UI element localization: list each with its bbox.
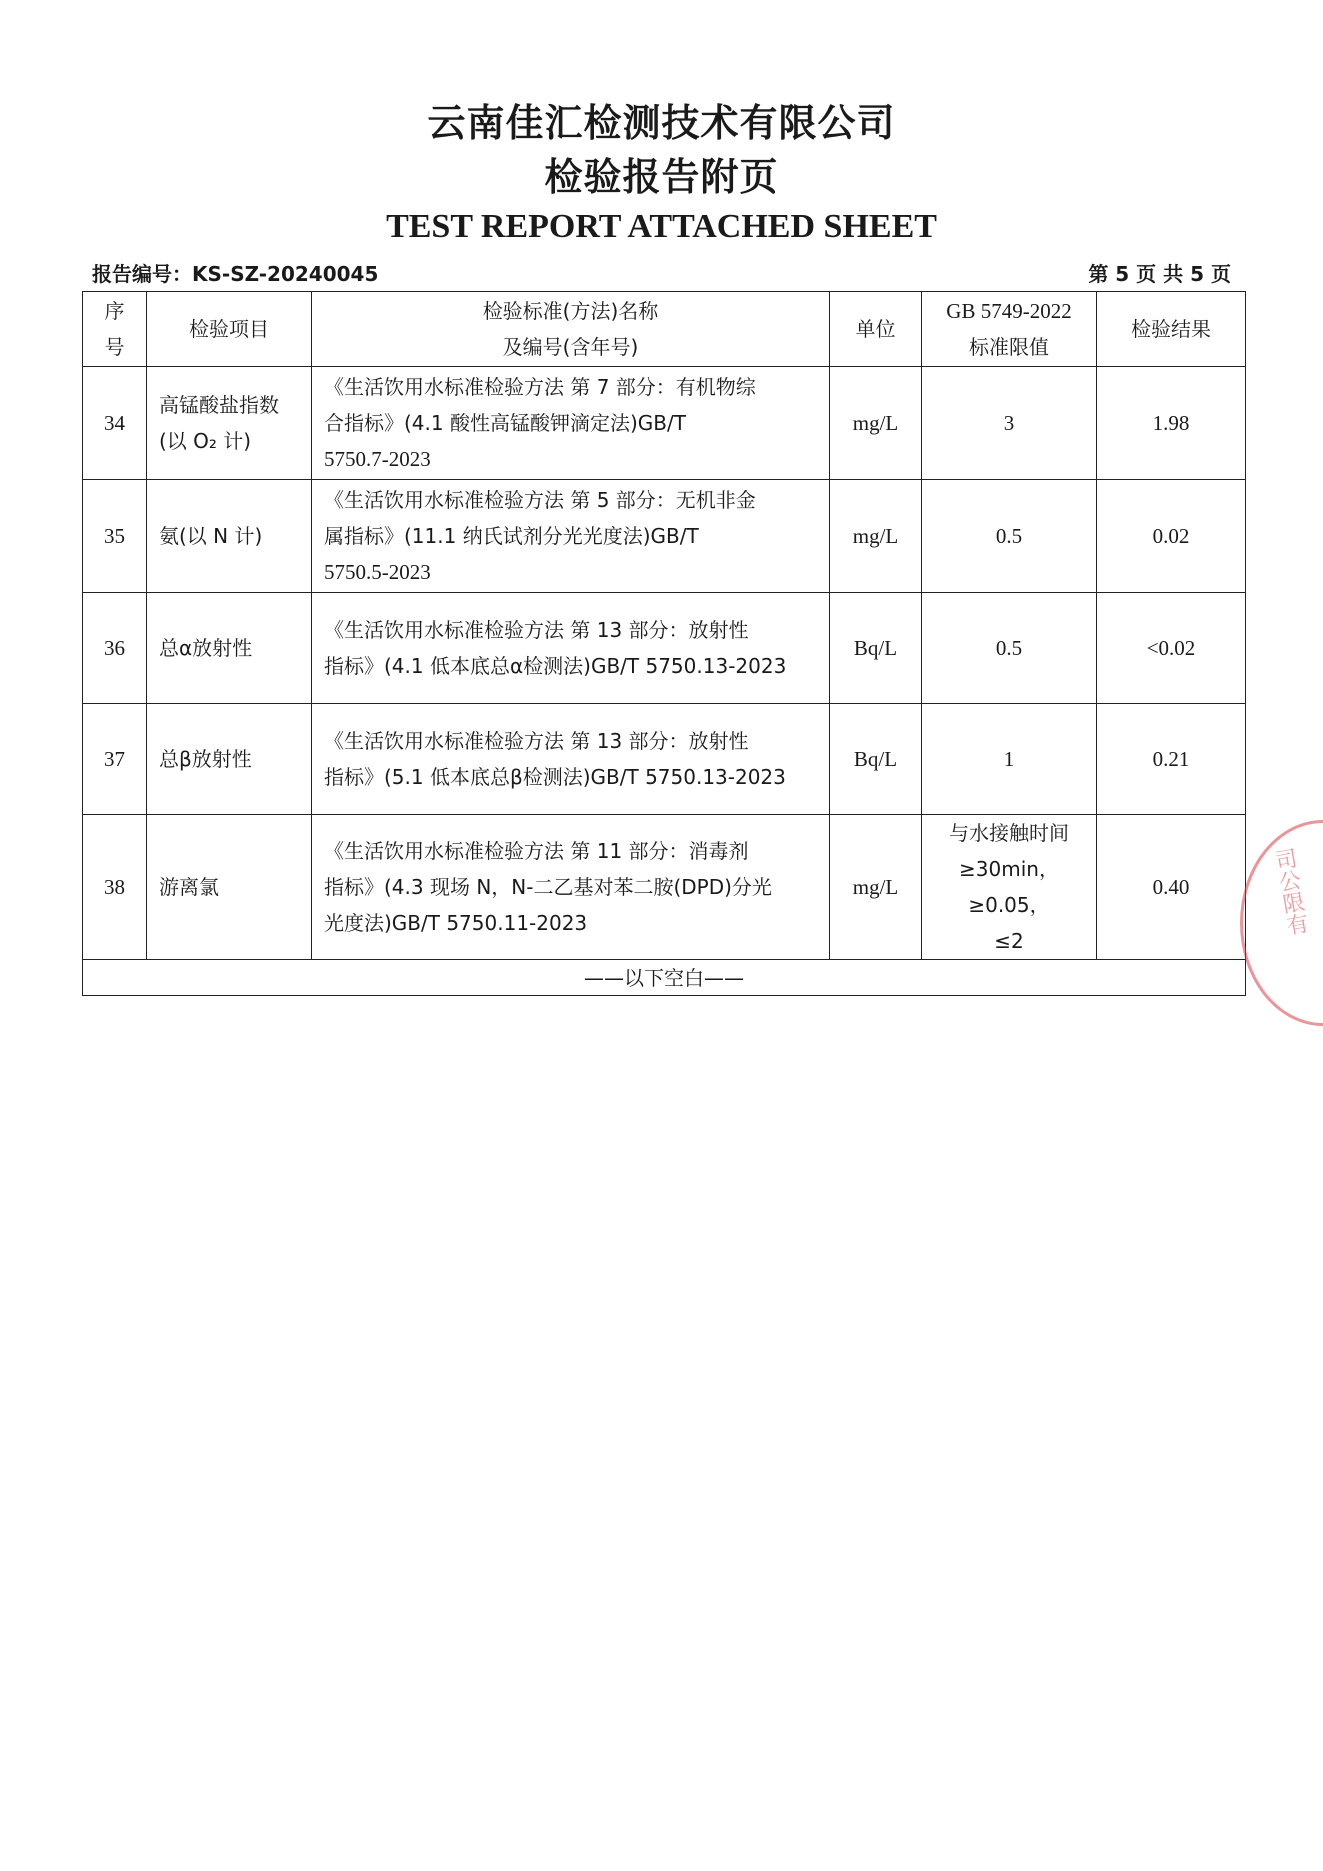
page-indicator: 第 5 页 共 5 页: [1088, 262, 1231, 286]
cell-method: 《生活饮用水标准检验方法 第 7 部分：有机物综 合指标》(4.1 酸性高锰酸钾滴定法)GB/T 5750.7-2023: [312, 367, 830, 480]
table-row: [83, 815, 1246, 960]
cell-item: 游离氯: [147, 815, 312, 960]
cell-limit: 与水接触时间 ≥30min，≥0.05， ≤2: [922, 815, 1097, 960]
cell-method: 《生活饮用水标准检验方法 第 13 部分：放射性 指标》(4.1 低本底总α检测法)GB/T 5750.13-2023: [312, 593, 830, 704]
table-row: [83, 704, 1246, 815]
cell-seq: 35: [83, 480, 147, 593]
cell-result: <0.02: [1097, 593, 1246, 704]
cell-limit: 0.5: [922, 480, 1097, 593]
cell-unit: Bq/L: [830, 704, 922, 815]
cell-item: 氨(以 N 计): [147, 480, 312, 593]
cell-method: 《生活饮用水标准检验方法 第 11 部分：消毒剂 指标》(4.3 现场 N，N-二乙基对苯二胺(DPD)分光 光度法)GB/T 5750.11-2023: [312, 815, 830, 960]
cell-result: 0.02: [1097, 480, 1246, 593]
cell-seq: 36: [83, 593, 147, 704]
cell-method: 《生活饮用水标准检验方法 第 5 部分：无机非金 属指标》(11.1 纳氏试剂分光光度法)GB/T 5750.5-2023: [312, 480, 830, 593]
cell-unit: mg/L: [830, 815, 922, 960]
cell-seq: 38: [83, 815, 147, 960]
col-header-unit: 单位: [830, 292, 922, 367]
cell-result: 0.40: [1097, 815, 1246, 960]
sheet-title-en: TEST REPORT ATTACHED SHEET: [386, 208, 937, 245]
cell-seq: 34: [83, 367, 147, 480]
cell-item: 总α放射性: [147, 593, 312, 704]
col-header-item: 检验项目: [147, 292, 312, 367]
col-header-result: 检验结果: [1097, 292, 1246, 367]
cell-result: 1.98: [1097, 367, 1246, 480]
report-number: 报告编号：KS-SZ-20240045: [92, 262, 379, 286]
seal-text: 司公限有: [1269, 846, 1310, 938]
cell-result: 0.21: [1097, 704, 1246, 815]
table-footer-row: [83, 960, 1246, 996]
col-header-limit: GB 5749-2022 标准限值: [922, 292, 1097, 367]
cell-method: 《生活饮用水标准检验方法 第 13 部分：放射性 指标》(5.1 低本底总β检测法)GB/T 5750.13-2023: [312, 704, 830, 815]
cell-unit: Bq/L: [830, 593, 922, 704]
test-results-table: [82, 291, 1246, 996]
cell-item: 高锰酸盐指数 (以 O₂ 计): [147, 367, 312, 480]
cell-unit: mg/L: [830, 480, 922, 593]
cell-seq: 37: [83, 704, 147, 815]
cell-limit: 0.5: [922, 593, 1097, 704]
table-header-row: [83, 292, 1246, 367]
col-header-method: 检验标准(方法)名称 及编号(含年号): [312, 292, 830, 367]
cell-limit: 1: [922, 704, 1097, 815]
blank-below-note: ——以下空白——: [83, 960, 1246, 996]
cell-item: 总β放射性: [147, 704, 312, 815]
cell-unit: mg/L: [830, 367, 922, 480]
cell-limit: 3: [922, 367, 1097, 480]
table-row: [83, 367, 1246, 480]
sheet-title-cn: 检验报告附页: [544, 155, 779, 199]
company-name: 云南佳汇检测技术有限公司: [427, 101, 896, 145]
table-row: [83, 593, 1246, 704]
col-header-seq: 序 号: [83, 292, 147, 367]
table-row: [83, 480, 1246, 593]
